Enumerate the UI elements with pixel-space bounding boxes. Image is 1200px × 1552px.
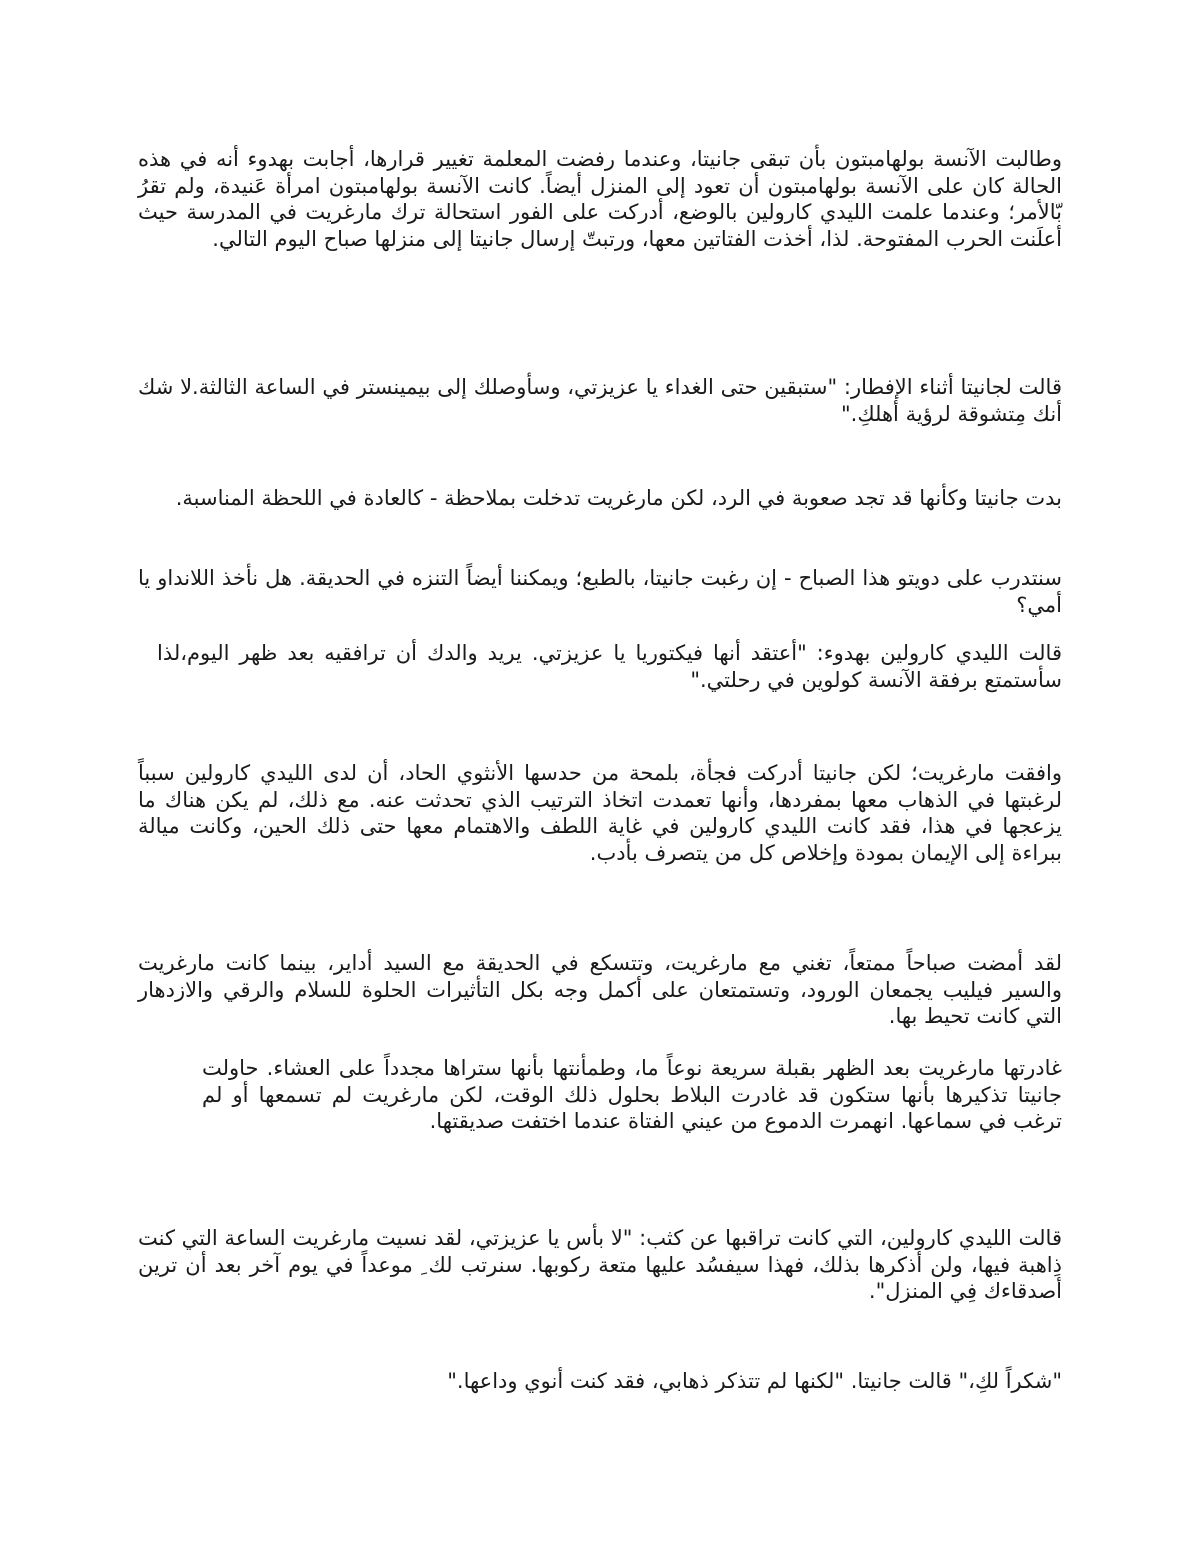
paragraph-8: غادرتها مارغريت بعد الظهر بقبلة سريعة نوعاً ما، وطمأنتها بأنها ستراها مجدداً على العشاء. حاولت جانيتا تذكيرها بأنها ستكون قد غادرت البلاط بحلول ذلك الوقت، لكن مارغريت لم تسمعها أو لم ترغب في سماعها. انهمرت الدموع من عيني الفتاة عندما اختفت صديقتها. xyxy=(202,1056,1062,1133)
paragraph-7: لقد أمضت صباحاً ممتعاً، تغني مع مارغريت، وتتسكع في الحديقة مع السيد أداير، بينما كانت مارغريت والسير فيليب يجمعان الورود، وتستمتعان على أكمل وجه بكل التأثيرات الحلوة للسلام والرقي والازدهار التي كانت تحيط بها. xyxy=(138,951,1062,1028)
paragraph-10: "شكراً لكِ،" قالت جانيتا. "لكنها لم تتذكر ذهابي، فقد كنت أنوي وداعها." xyxy=(447,1369,1062,1393)
paragraph-9: قالت الليدي كارولين، التي كانت تراقبها عن كثب: "لا بأس يا عزيزتي، لقد نسيت مارغريت الساعة التي كنت ذِاهبة فيها، ولن أذكرها بذلك، فهذا سيفسُد عليها متعة ركوبها. سنرتب لك ِ موعداً في يوم آخر بعد أن ترين أصدقاءك فِي المنزل". xyxy=(138,1226,1062,1303)
paragraph-3: بدت جانيتا وكأنها قد تجد صعوبة في الرد، لكن مارغريت تدخلت بملاحظة - كالعادة في اللحظة المناسبة. xyxy=(175,486,1062,510)
paragraph-2: قالت لجانيتا أثناء الإفطار: "ستبقين حتى الغداء يا عزيزتي، وسأوصلك إلى بيمينستر في الساعة الثالثة.لا شك أنك مِتشوقة لرؤية أهلكِ." xyxy=(138,375,1062,426)
paragraph-6: وافقت مارغريت؛ لكن جانيتا أدركت فجأة، بلمحة من حدسها الأنثوي الحاد، أن لدى الليدي كارولين سبباً لرغبتها في الذهاب معها بمفردها، وأنها تعمدت اتخاذ الترتيب الذي تحدثت عنه. مع ذلك، لم يكن هناك ما يزعجها في هذا، فقد كانت الليدي كارولين في غاية اللطف والاهتمام معها حتى ذلك الحين، وكانت ميالة ببراءة إلى الإيمان بمودة وإخلاص كل من يتصرف بأدب. xyxy=(138,761,1062,865)
paragraph-1: وطالبت الآنسة بولهامبتون بأن تبقى جانيتا، وعندما رفضت المعلمة تغيير قرارها، أجابت بهدوء أنه في هذه الحالة كان على الآنسة بولهامبتون أن تعود إلى المنزل أيضاً. كانت الآنسة بولهامبتون امرأة عَنيدة، ولم تقرُ بّالأمر؛ وعندما علمت الليدي كارولين بالوضع، أدركت على الفور استحالة ترك مارغريت في المدرسة حيث أعلَنت الحرب المفتوحة. لذا، أخذت الفتاتين معها، ورتبتّ إرسال جانيتا إلى منزلها صباح اليوم التالي. xyxy=(138,147,1062,251)
paragraph-4: سنتدرب على دويتو هذا الصباح - إن رغبت جانيتا، بالطبع؛ ويمكننا أيضاً التنزه في الحديقة. هل نأخذ اللانداو يا أمي؟ xyxy=(138,566,1062,617)
paragraph-5: قالت الليدي كارولين بهدوء: "أعتقد أنها فيكتوريا يا عزيزتي. يريد والدك أن ترافقيه بعد ظهر اليوم،لذا سأستمتع برفقة الآنسة كولوين في رحلتي." xyxy=(157,641,1062,692)
